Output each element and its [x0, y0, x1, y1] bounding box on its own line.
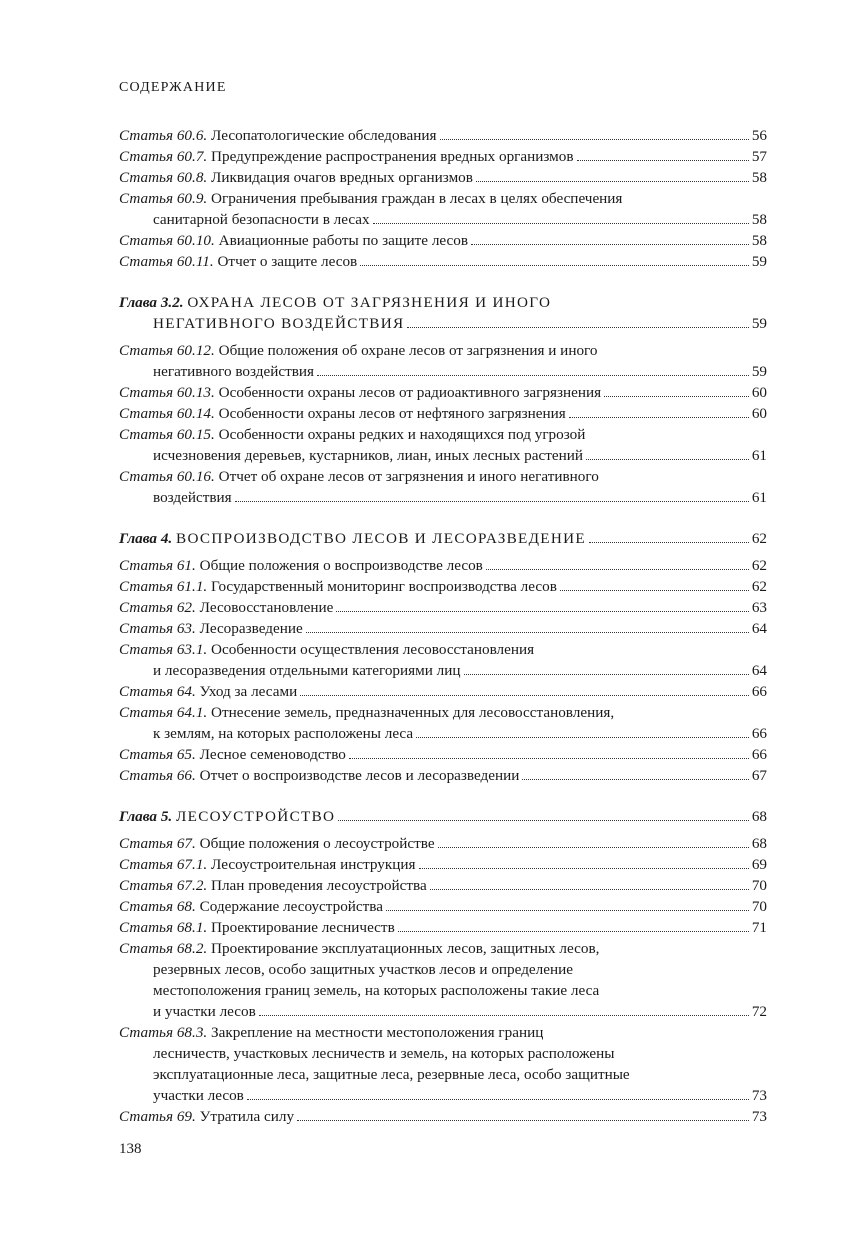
- chapter-title: ВОСПРОИЗВОДСТВО ЛЕСОВ И ЛЕСОРАЗВЕДЕНИЕ: [176, 530, 586, 547]
- entry-page: 70: [751, 898, 767, 915]
- entry-title: План проведения лесоустройства: [211, 877, 427, 894]
- entry-page: 68: [751, 835, 767, 852]
- entry-page: 69: [751, 856, 767, 873]
- toc-entry[interactable]: [119, 618, 767, 639]
- dot-leader: [486, 569, 749, 570]
- toc-entry[interactable]: [119, 639, 767, 681]
- toc-entry[interactable]: [119, 702, 767, 744]
- entry-label: Статья 67.: [119, 835, 196, 852]
- dot-leader: [419, 868, 749, 869]
- entry-title: Отчет об охране лесов от загрязнения и иного негативного: [218, 468, 599, 485]
- dot-leader: [569, 417, 749, 418]
- dot-leader: [476, 181, 749, 182]
- toc-entry[interactable]: [119, 555, 767, 576]
- entry-page: 63: [751, 599, 767, 616]
- table-of-contents: [119, 125, 767, 1127]
- entry-title: Общие положения об охране лесов от загрязнения и иного: [218, 342, 598, 359]
- toc-entry[interactable]: [119, 681, 767, 702]
- entry-title: Проектирование эксплуатационных лесов, защитных лесов,: [211, 940, 600, 957]
- entry-page: 62: [751, 557, 767, 574]
- entry-title-continued: и участки лесов: [153, 1003, 256, 1020]
- toc-entry[interactable]: [119, 1022, 767, 1106]
- entry-title: Общие положения о лесоустройстве: [199, 835, 435, 852]
- dot-leader: [440, 139, 749, 140]
- dot-leader: [235, 501, 749, 502]
- entry-title-continued: негативного воздействия: [153, 363, 314, 380]
- entry-label: Статья 67.2.: [119, 877, 208, 894]
- entry-title: Предупреждение распространения вредных организмов: [211, 148, 574, 165]
- toc-entry[interactable]: [119, 1106, 767, 1127]
- entry-title: Особенности охраны лесов от нефтяного загрязнения: [218, 405, 566, 422]
- toc-entry[interactable]: [119, 146, 767, 167]
- dot-leader: [360, 265, 749, 266]
- toc-entry[interactable]: [119, 424, 767, 466]
- toc-entry[interactable]: [119, 833, 767, 854]
- entry-label: Статья 60.16.: [119, 468, 215, 485]
- entry-page: 61: [751, 447, 767, 464]
- entry-page: 60: [751, 405, 767, 422]
- toc-chapter-3-2: [119, 292, 767, 508]
- toc-entry[interactable]: [119, 917, 767, 938]
- chapter-heading[interactable]: [119, 528, 767, 549]
- entry-label: Статья 68.2.: [119, 940, 208, 957]
- toc-entry[interactable]: [119, 251, 767, 272]
- chapter-page: 62: [751, 530, 767, 547]
- toc-entry[interactable]: [119, 576, 767, 597]
- entry-label: Статья 68.1.: [119, 919, 208, 936]
- entry-label: Статья 61.1.: [119, 578, 208, 595]
- toc-entry[interactable]: [119, 854, 767, 875]
- dot-leader: [416, 737, 749, 738]
- entry-label: Статья 66.: [119, 767, 196, 784]
- entry-label: Статья 67.1.: [119, 856, 208, 873]
- entry-label: Статья 60.12.: [119, 342, 215, 359]
- entry-label: Статья 60.7.: [119, 148, 208, 165]
- entry-label: Статья 69.: [119, 1108, 196, 1125]
- dot-leader: [349, 758, 749, 759]
- entry-label: Статья 64.: [119, 683, 196, 700]
- toc-entry[interactable]: [119, 896, 767, 917]
- dot-leader: [317, 375, 749, 376]
- entry-title: Лесное семеноводство: [199, 746, 346, 763]
- entry-page: 66: [751, 683, 767, 700]
- chapter-title-continued: НЕГАТИВНОГО ВОЗДЕЙСТВИЯ: [153, 315, 405, 332]
- toc-entry[interactable]: [119, 597, 767, 618]
- entry-label: Статья 63.: [119, 620, 196, 637]
- entry-label: Статья 60.14.: [119, 405, 215, 422]
- dot-leader: [586, 459, 749, 460]
- toc-entry[interactable]: [119, 765, 767, 786]
- entry-label: Статья 61.: [119, 557, 196, 574]
- dot-leader: [604, 396, 749, 397]
- dot-leader: [386, 910, 749, 911]
- toc-entry[interactable]: [119, 125, 767, 146]
- dot-leader: [560, 590, 749, 591]
- entry-title-continued: и лесоразведения отдельными категориями лиц: [153, 662, 461, 679]
- toc-entry[interactable]: [119, 403, 767, 424]
- dot-leader: [464, 674, 749, 675]
- dot-leader: [430, 889, 749, 890]
- entry-title: Государственный мониторинг воспроизводства лесов: [211, 578, 557, 595]
- page-number: 138: [119, 1141, 142, 1157]
- dot-leader: [247, 1099, 749, 1100]
- entry-title-continued: воздействия: [153, 489, 232, 506]
- entry-title-continued: исчезновения деревьев, кустарников, лиан, иных лесных растений: [153, 447, 584, 464]
- entry-label: Статья 65.: [119, 746, 196, 763]
- entry-title: Особенности осуществления лесовосстановления: [211, 641, 535, 658]
- toc-entry[interactable]: [119, 875, 767, 896]
- toc-entry[interactable]: [119, 230, 767, 251]
- entry-label: Статья 68.: [119, 898, 196, 915]
- entry-page: 73: [751, 1087, 767, 1104]
- entry-title-continued: санитарной безопасности в лесах: [153, 211, 370, 228]
- entry-page: 72: [751, 1003, 767, 1020]
- dot-leader: [398, 931, 749, 932]
- entry-title: Лесопатологические обследования: [211, 127, 437, 144]
- entry-label: Статья 60.11.: [119, 253, 214, 270]
- toc-entry[interactable]: [119, 340, 767, 382]
- entry-title-continued: эксплуатационные леса, защитные леса, резервные леса, особо защитные: [153, 1066, 630, 1083]
- entry-label: Статья 64.1.: [119, 704, 208, 721]
- entry-page: 62: [751, 578, 767, 595]
- chapter-page: 59: [751, 315, 767, 332]
- entry-title-continued: резервных лесов, особо защитных участков лесов и определение: [153, 961, 573, 978]
- dot-leader: [300, 695, 749, 696]
- dot-leader: [306, 632, 749, 633]
- chapter-label: Глава 5.: [119, 808, 173, 825]
- toc-chapter-4: [119, 528, 767, 786]
- running-head: СОДЕРЖАНИЕ: [119, 80, 227, 95]
- entry-title: Лесоразведение: [199, 620, 303, 637]
- entry-label: Статья 60.13.: [119, 384, 215, 401]
- dot-leader: [407, 327, 748, 328]
- entry-page: 73: [751, 1108, 767, 1125]
- entry-title-continued: участки лесов: [153, 1087, 244, 1104]
- entry-label: Статья 60.9.: [119, 190, 208, 207]
- chapter-label: Глава 4.: [119, 530, 173, 547]
- entry-title: Особенности охраны лесов от радиоактивного загрязнения: [218, 384, 602, 401]
- entry-label: Статья 63.1.: [119, 641, 208, 658]
- toc-entry[interactable]: [119, 938, 767, 1022]
- entry-title: Авиационные работы по защите лесов: [218, 232, 469, 249]
- entry-title: Ограничения пребывания граждан в лесах в целях обеспечения: [211, 190, 623, 207]
- dot-leader: [297, 1120, 749, 1121]
- dot-leader: [522, 779, 748, 780]
- entry-page: 64: [751, 620, 767, 637]
- toc-group-articles-60: [119, 125, 767, 272]
- entry-page: 59: [751, 253, 767, 270]
- dot-leader: [259, 1015, 749, 1016]
- entry-page: 58: [751, 169, 767, 186]
- entry-label: Статья 60.10.: [119, 232, 215, 249]
- entry-title-continued: к землям, на которых расположены леса: [153, 725, 414, 742]
- entry-title: Уход за лесами: [199, 683, 298, 700]
- entry-title: Закрепление на местности местоположения границ: [211, 1024, 544, 1041]
- toc-entry[interactable]: [119, 382, 767, 403]
- entry-title: Ликвидация очагов вредных организмов: [211, 169, 473, 186]
- entry-label: Статья 60.15.: [119, 426, 215, 443]
- entry-page: 64: [751, 662, 767, 679]
- entry-label: Статья 62.: [119, 599, 196, 616]
- dot-leader: [471, 244, 749, 245]
- entry-page: 57: [751, 148, 767, 165]
- chapter-title: ОХРАНА ЛЕСОВ ОТ ЗАГРЯЗНЕНИЯ И ИНОГО: [187, 294, 552, 311]
- entry-page: 61: [751, 489, 767, 506]
- entry-page: 67: [751, 767, 767, 784]
- entry-label: Статья 68.3.: [119, 1024, 208, 1041]
- entry-title-continued: лесничеств, участковых лесничеств и земель, на которых расположены: [153, 1045, 615, 1062]
- entry-title: Отчет о защите лесов: [217, 253, 358, 270]
- entry-title: Отнесение земель, предназначенных для лесовосстановления,: [211, 704, 615, 721]
- entry-page: 58: [751, 232, 767, 249]
- toc-entry[interactable]: [119, 167, 767, 188]
- entry-title: Проектирование лесничеств: [211, 919, 395, 936]
- entry-page: 70: [751, 877, 767, 894]
- dot-leader: [338, 820, 749, 821]
- entry-page: 59: [751, 363, 767, 380]
- dot-leader: [438, 847, 749, 848]
- chapter-title: ЛЕСОУСТРОЙСТВО: [176, 808, 336, 825]
- toc-entry[interactable]: [119, 466, 767, 508]
- entry-title-continued: местоположения границ земель, на которых расположены такие леса: [153, 982, 600, 999]
- entry-title: Отчет о воспроизводстве лесов и лесоразведении: [199, 767, 520, 784]
- entry-title: Утратила силу: [199, 1108, 295, 1125]
- entry-title: Общие положения о воспроизводстве лесов: [199, 557, 483, 574]
- chapter-heading[interactable]: [119, 806, 767, 827]
- entry-label: Статья 60.6.: [119, 127, 208, 144]
- entry-title: Особенности охраны редких и находящихся под угрозой: [218, 426, 586, 443]
- dot-leader: [577, 160, 749, 161]
- entry-page: 71: [751, 919, 767, 936]
- entry-label: Статья 60.8.: [119, 169, 208, 186]
- chapter-label: Глава 3.2.: [119, 294, 184, 311]
- toc-entry[interactable]: [119, 188, 767, 230]
- dot-leader: [336, 611, 748, 612]
- entry-page: 66: [751, 746, 767, 763]
- entry-page: 58: [751, 211, 767, 228]
- toc-entry[interactable]: [119, 744, 767, 765]
- chapter-heading[interactable]: [119, 292, 767, 334]
- chapter-page: 68: [751, 808, 767, 825]
- entry-page: 66: [751, 725, 767, 742]
- toc-chapter-5: [119, 806, 767, 1127]
- entry-page: 56: [751, 127, 767, 144]
- dot-leader: [589, 542, 749, 543]
- entry-title: Лесоустроительная инструкция: [211, 856, 416, 873]
- entry-title: Лесовосстановление: [199, 599, 334, 616]
- dot-leader: [373, 223, 749, 224]
- entry-title: Содержание лесоустройства: [199, 898, 384, 915]
- entry-page: 60: [751, 384, 767, 401]
